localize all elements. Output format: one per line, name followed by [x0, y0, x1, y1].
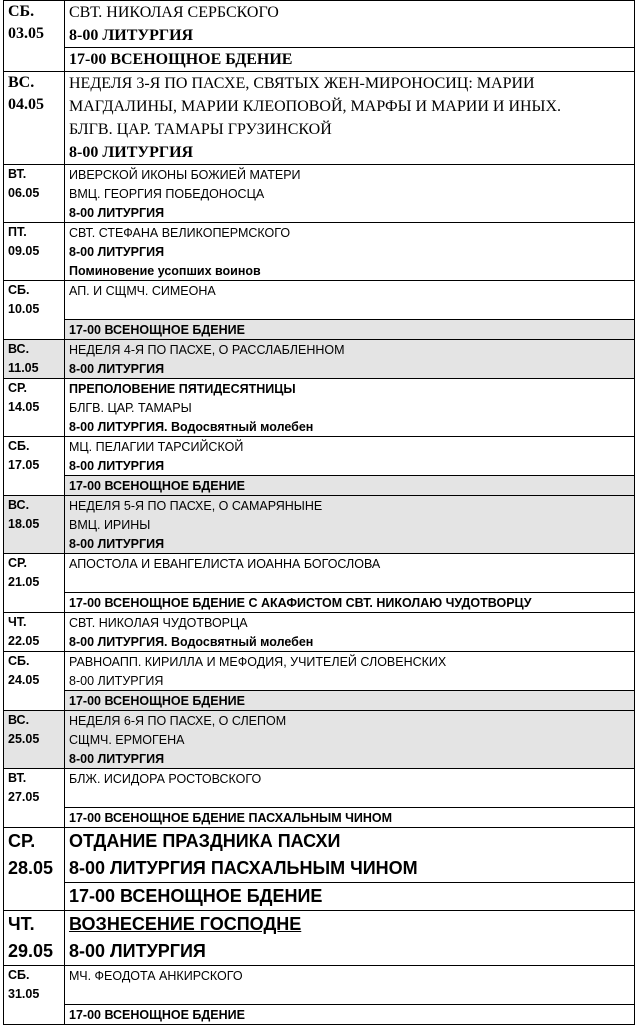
- service-line: 17-00 ВСЕНОЩНОЕ БДЕНИЕ: [65, 47, 634, 71]
- schedule-row: [4, 652, 635, 711]
- event-line: МЧ. ФЕОДОТА АНКИРСКОГО: [69, 968, 243, 983]
- events-cell: [65, 966, 635, 1025]
- date-label: 09.05: [8, 244, 40, 258]
- weekday-label: СБ.: [8, 968, 30, 982]
- event-line: [69, 300, 634, 319]
- date-label: 24.05: [8, 673, 40, 687]
- event-line: НЕДЕЛЯ 4-Я ПО ПАСХЕ, О РАССЛАБЛЕННОМ: [69, 342, 345, 357]
- event-line: ИВЕРСКОЙ ИКОНЫ БОЖИЕЙ МАТЕРИ: [69, 167, 301, 182]
- event-line: СЩМЧ. ЕРМОГЕНА: [69, 732, 185, 747]
- event-line: СВТ. НИКОЛАЯ СЕРБСКОГО: [69, 3, 279, 21]
- event-line: МЦ. ПЕЛАГИИ ТАРСИЙСКОЙ: [69, 439, 244, 454]
- day-cell: [4, 769, 65, 828]
- schedule-row: [4, 340, 635, 379]
- service-line: 8-00 ЛИТУРГИЯ ПАСХАЛЬНЫМ ЧИНОМ: [69, 858, 418, 878]
- schedule-row: [4, 828, 635, 911]
- event-line: Поминовение усопших воинов: [69, 263, 261, 278]
- event-line: ВМЦ. ИРИНЫ: [69, 517, 151, 532]
- date-label: 06.05: [8, 186, 40, 200]
- schedule-row: [4, 1, 635, 72]
- schedule-row: [4, 613, 635, 652]
- weekday-label: СБ.: [8, 654, 30, 668]
- event-line: ВМЦ. ГЕОРГИЯ ПОБЕДОНОСЦА: [69, 186, 265, 201]
- weekday-label: ЧТ.: [8, 914, 35, 934]
- service-line: 17-00 ВСЕНОЩНОЕ БДЕНИЕ: [65, 690, 634, 710]
- day-cell: [4, 496, 65, 554]
- event-line: [69, 985, 634, 1004]
- date-label: 11.05: [8, 361, 39, 375]
- events-cell: [65, 281, 635, 340]
- service-line: 8-00 ЛИТУРГИЯ: [69, 536, 165, 551]
- event-line: ОТДАНИЕ ПРАЗДНИКА ПАСХИ: [69, 831, 341, 851]
- events-cell: [65, 769, 635, 828]
- day-cell: [4, 379, 65, 437]
- weekday-label: ВС.: [8, 74, 35, 91]
- events-cell: [65, 437, 635, 496]
- service-line: 8-00 ЛИТУРГИЯ: [69, 26, 194, 44]
- event-line: БЛЖ. ИСИДОРА РОСТОВСКОГО: [69, 771, 262, 786]
- service-line: 8-00 ЛИТУРГИЯ: [69, 751, 165, 766]
- schedule-row: [4, 711, 635, 769]
- schedule-row: [4, 769, 635, 828]
- date-label: 21.05: [8, 575, 40, 589]
- events-cell: [65, 828, 635, 911]
- weekday-label: ВС.: [8, 713, 30, 727]
- events-cell: [65, 72, 635, 165]
- service-line: 8-00 ЛИТУРГИЯ. Водосвятный молебен: [69, 634, 314, 649]
- service-line: 8-00 ЛИТУРГИЯ: [69, 458, 165, 473]
- event-line: БЛГВ. ЦАР. ТАМАРЫ: [69, 400, 192, 415]
- events-cell: [65, 1, 635, 72]
- date-label: 10.05: [8, 302, 40, 316]
- date-label: 31.05: [8, 987, 40, 1001]
- schedule-row: [4, 911, 635, 966]
- event-line: [69, 788, 634, 807]
- date-label: 17.05: [8, 458, 40, 472]
- day-cell: [4, 828, 65, 911]
- events-cell: [65, 613, 635, 652]
- events-cell: [65, 652, 635, 711]
- schedule-body: [4, 1, 635, 1025]
- service-line: 17-00 ВСЕНОЩНОЕ БДЕНИЕ: [65, 319, 634, 339]
- day-cell: [4, 72, 65, 165]
- date-label: 27.05: [8, 790, 40, 804]
- weekday-label: ПТ.: [8, 225, 27, 239]
- event-line: 8-00 ЛИТУРГИЯ: [69, 673, 164, 688]
- service-line: 17-00 ВСЕНОЩНОЕ БДЕНИЕ С АКАФИСТОМ СВТ. НИКОЛАЮ ЧУДОТВОРЦУ: [65, 592, 634, 612]
- date-label: 28.05: [8, 858, 54, 878]
- event-line: АП. И СЩМЧ. СИМЕОНА: [69, 283, 216, 298]
- event-line: МАГДАЛИНЫ, МАРИИ КЛЕОПОВОЙ, МАРФЫ И МАРИИ И ИНЫХ.: [69, 97, 562, 115]
- date-label: 04.05: [8, 96, 44, 113]
- weekday-label: СР.: [8, 556, 27, 570]
- event-line: СВТ. НИКОЛАЯ ЧУДОТВОРЦА: [69, 615, 248, 630]
- service-line: 17-00 ВСЕНОЩНОЕ БДЕНИЕ: [65, 1004, 634, 1024]
- service-line: 8-00 ЛИТУРГИЯ: [69, 244, 165, 259]
- event-line: РАВНОАПП. КИРИЛЛА И МЕФОДИЯ, УЧИТЕЛЕЙ СЛОВЕНСКИХ: [69, 654, 447, 669]
- day-cell: [4, 554, 65, 613]
- date-label: 14.05: [8, 400, 40, 414]
- weekday-label: СР.: [8, 381, 27, 395]
- schedule-row: [4, 437, 635, 496]
- weekday-label: ВТ.: [8, 167, 27, 181]
- event-line: ПРЕПОЛОВЕНИЕ ПЯТИДЕСЯТНИЦЫ: [69, 381, 296, 396]
- schedule-row: [4, 223, 635, 281]
- date-label: 22.05: [8, 634, 40, 648]
- day-cell: [4, 1, 65, 72]
- day-cell: [4, 437, 65, 496]
- service-line: 17-00 ВСЕНОЩНОЕ БДЕНИЕ: [65, 882, 634, 910]
- event-line: БЛГВ. ЦАР. ТАМАРЫ ГРУЗИНСКОЙ: [69, 120, 332, 138]
- service-line: 8-00 ЛИТУРГИЯ: [69, 941, 206, 961]
- events-cell: [65, 340, 635, 379]
- date-label: 03.05: [8, 25, 44, 42]
- events-cell: [65, 379, 635, 437]
- events-cell: [65, 496, 635, 554]
- events-cell: [65, 711, 635, 769]
- service-line: 17-00 ВСЕНОЩНОЕ БДЕНИЕ ПАСХАЛЬНЫМ ЧИНОМ: [65, 807, 634, 827]
- event-line: НЕДЕЛЯ 3-Я ПО ПАСХЕ, СВЯТЫХ ЖЕН-МИРОНОСИЦ: МАРИИ: [69, 74, 535, 92]
- weekday-label: ЧТ.: [8, 615, 27, 629]
- day-cell: [4, 281, 65, 340]
- schedule-row: [4, 496, 635, 554]
- event-line: АПОСТОЛА И ЕВАНГЕЛИСТА ИОАННА БОГОСЛОВА: [69, 556, 381, 571]
- service-line: 8-00 ЛИТУРГИЯ: [69, 143, 194, 161]
- schedule-row: [4, 165, 635, 223]
- event-line: НЕДЕЛЯ 5-Я ПО ПАСХЕ, О САМАРЯНЫНЕ: [69, 498, 323, 513]
- events-cell: [65, 223, 635, 281]
- event-line: СВТ. СТЕФАНА ВЕЛИКОПЕРМСКОГО: [69, 225, 291, 240]
- event-line: НЕДЕЛЯ 6-Я ПО ПАСХЕ, О СЛЕПОМ: [69, 713, 287, 728]
- schedule-table: [3, 0, 635, 1025]
- service-line: 8-00 ЛИТУРГИЯ: [69, 205, 165, 220]
- day-cell: [4, 966, 65, 1025]
- event-line: [69, 573, 634, 592]
- date-label: 29.05: [8, 941, 54, 961]
- weekday-label: СБ.: [8, 439, 30, 453]
- schedule-row: [4, 966, 635, 1025]
- schedule-row: [4, 379, 635, 437]
- weekday-label: СР.: [8, 831, 36, 851]
- service-line: 8-00 ЛИТУРГИЯ. Водосвятный молебен: [69, 419, 314, 434]
- schedule-row: [4, 72, 635, 165]
- weekday-label: ВС.: [8, 342, 30, 356]
- day-cell: [4, 911, 65, 966]
- weekday-label: СБ.: [8, 3, 35, 20]
- event-line: ВОЗНЕСЕНИЕ ГОСПОДНЕ: [69, 914, 302, 934]
- schedule-row: [4, 554, 635, 613]
- day-cell: [4, 223, 65, 281]
- events-cell: [65, 554, 635, 613]
- day-cell: [4, 652, 65, 711]
- date-label: 25.05: [8, 732, 40, 746]
- events-cell: [65, 911, 635, 966]
- service-line: 8-00 ЛИТУРГИЯ: [69, 361, 165, 376]
- weekday-label: ВТ.: [8, 771, 27, 785]
- schedule-row: [4, 281, 635, 340]
- weekday-label: ВС.: [8, 498, 30, 512]
- date-label: 18.05: [8, 517, 40, 531]
- day-cell: [4, 711, 65, 769]
- day-cell: [4, 340, 65, 379]
- events-cell: [65, 165, 635, 223]
- day-cell: [4, 613, 65, 652]
- weekday-label: СБ.: [8, 283, 30, 297]
- service-line: 17-00 ВСЕНОЩНОЕ БДЕНИЕ: [65, 475, 634, 495]
- day-cell: [4, 165, 65, 223]
